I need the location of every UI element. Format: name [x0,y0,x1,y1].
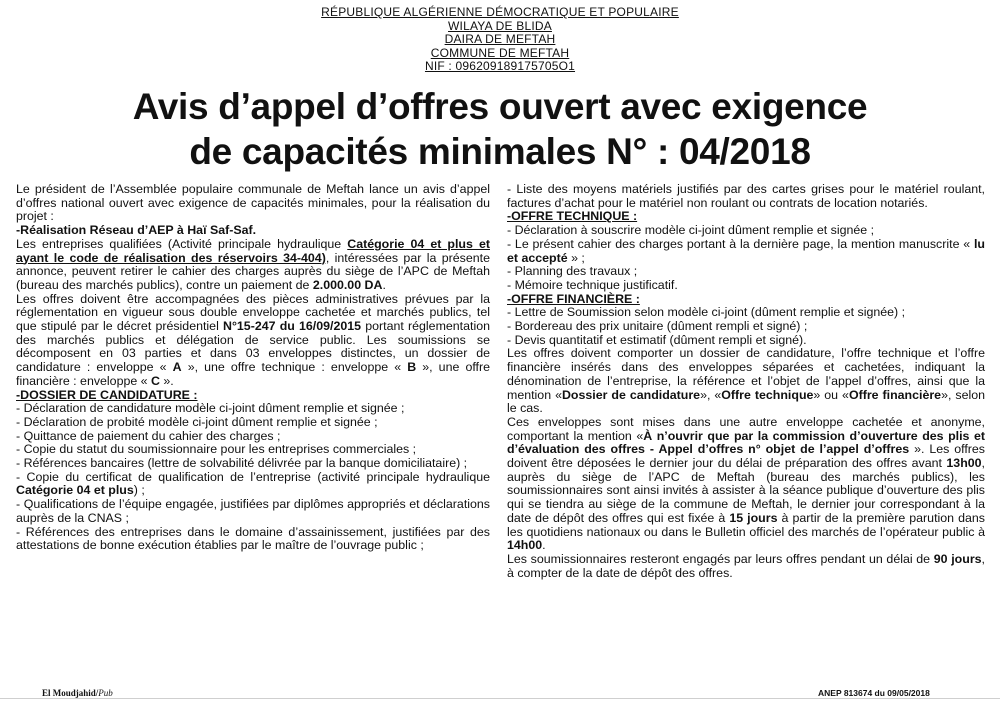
header-wilaya: WILAYA DE BLIDA [448,18,552,33]
list-item: - Références des entreprises dans le domaine d’assainissement, justifiées par des attestations de bonne exécution établies par le maître de l’ouvrage public ; [16,524,490,553]
project-name: -Réalisation Réseau d’AEP à Haï Saf-Saf. [16,223,257,238]
list-item: - Quittance de paiement du cahier des charges ; [16,428,281,443]
list-item: - Le présent cahier des charges portant à la dernière page, la mention manuscrite « lu et accepté » ; [507,236,985,265]
list-item: - Liste des moyens matériels justifiés par des cartes grises pour le matériel roulant, factures d’achat pour le matériel non roulant ou contrats de location notariés. [507,182,985,210]
list-item: - Déclaration à souscrire modèle ci-joint dûment remplie et signée ; [507,223,875,238]
list-item: - Mémoire technique justificatif. [507,277,678,292]
financial-offer-heading: -OFFRE FINANCIÈRE : [507,291,640,306]
envelope-paragraph: Les offres doivent comporter un dossier de candidature, l’offre technique et l’offre financière insérés dans des enveloppes séparées et cachetées, indiquant la dénomination de l’entreprise, la référence et l’objet de l’appel d’offres, ainsi que la mention «Dossier de candidature», «Offre technique» ou «Offre financière», selon le cas. [507,346,986,416]
anep-reference: ANEP 813674 du 09/05/2018 [818,688,930,698]
title-line-1: Avis d’appel d’offres ouvert avec exigence [132,86,868,127]
validity-paragraph: Les soumissionnaires resteront engagés par leurs offres pendant un délai de 90 jours, à compter de la date de dépôt des offres. [507,551,985,580]
notice-title [0,84,1000,174]
intro-paragraph: Le président de l’Assemblée populaire communale de Meftah lance un avis d’appel d’offres national ouvert avec exigence de capacités minimales, pour la réalisation du projet : [16,182,490,224]
list-item: - Devis quantitatif et estimatif (dûment rempli et signé). [507,332,807,347]
list-item: - Copie du statut du soumissionnaire pour les entreprises commerciales ; [16,442,417,457]
title-line-2: de capacités minimales N° : 04/2018 [189,131,811,172]
list-item: - Déclaration de probité modèle ci-joint dûment remplie et signée ; [16,414,378,429]
eligibility-paragraph: Les entreprises qualifiées (Activité principale hydraulique Catégorie 04 et plus et ayant le code de réalisation des réservoirs 34-404), intéressées par la présente annonce, peuvent retirer le cahier des charges auprès du siège de l’APC de Meftah (bureau des marchés publics), contre un paiement de 2.000.00 DA. [16,236,490,292]
technical-offer-heading: -OFFRE TECHNIQUE : [507,209,638,224]
right-column [507,183,985,580]
administration-header [0,6,1000,74]
left-column [16,183,490,553]
list-item: - Déclaration de candidature modèle ci-joint dûment remplie et signée ; [16,401,405,416]
header-nif: NIF : 096209189175705O1 [424,59,576,73]
header-republic: RÉPUBLIQUE ALGÉRIENNE DÉMOCRATIQUE ET POPULAIRE [321,5,679,19]
list-item: - Lettre de Soumission selon modèle ci-joint (dûment remplie et signée) ; [507,305,906,320]
list-item: - Qualifications de l’équipe engagée, justifiées par diplômes appropriés et déclarations auprès de la CNAS ; [16,497,490,525]
list-item: - Planning des travaux ; [507,264,638,279]
dossier-heading: -DOSSIER DE CANDIDATURE : [16,387,198,402]
list-item: - Copie du certificat de qualification de l’entreprise (activité principale hydraulique Catégorie 04 et plus) ; [16,469,490,498]
header-commune: COMMUNE DE MEFTAH [430,45,570,60]
deadline-paragraph: Ces enveloppes sont mises dans une autre enveloppe cachetée et anonyme, comportant la mention «À n’ouvrir que par la commission d’ouverture des plis et d’évaluation des offres - Appel d’offres n° objet de l’appel d’offres ». Les offres doivent être déposées le dernier jour du délai de préparation des offres avant 13h00, auprès du siège de l’APC de Meftah (bureau des marchés publics), les soumissionnaires sont ainsi invités à assister à la séance publique d’ouverture des plis qui se tiendra au siège de la commune de Meftah, le dernier jour correspondant à la date de dépôt des offres qui est fixée à 15 jours à partir de la première parution dans les quotidiens nationaux ou dans le Bulletin officiel des marchés de l’opérateur public à 14h00. [507,414,986,553]
submission-paragraph: Les offres doivent être accompagnées des pièces administratives prévues par la réglementation en vigueur sous double enveloppe cachetée et marchés publics, tel que stipulé par le décret présidentiel N°15-247 du 16/09/2015 portant réglementation des marchés publics et délégation de service public. Les soumissions se décomposent en 03 parties et dans 03 enveloppes distinctes, un dossier de candidature : enveloppe « A », une offre technique : enveloppe « B », une offre financière : enveloppe « C ». [16,291,491,388]
list-item: - Bordereau des prix unitaire (dûment rempli et signé) ; [507,319,808,334]
bottom-divider [0,698,1000,699]
list-item: - Références bancaires (lettre de solvabilité délivrée par la banque domiciliataire) ; [16,456,468,471]
header-daira: DAIRA DE MEFTAH [444,32,556,46]
publisher-credit: El Moudjahid/Pub [42,688,113,698]
